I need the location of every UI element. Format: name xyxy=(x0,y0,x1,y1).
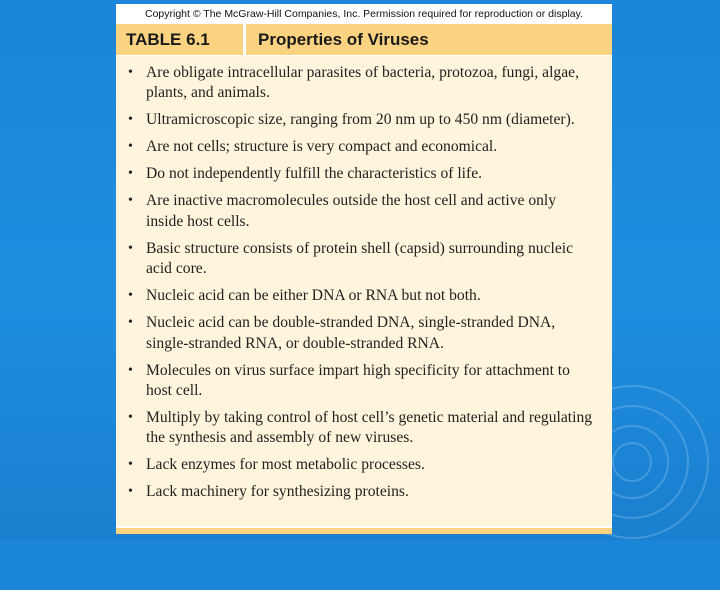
copyright-notice: Copyright © The McGraw-Hill Companies, Inc. Permission required for reproduction or display. xyxy=(116,4,612,24)
list-item-text: Molecules on virus surface impart high specificity for attachment to host cell. xyxy=(146,361,570,400)
bullet-icon: • xyxy=(128,315,133,331)
list-item xyxy=(126,63,596,104)
table-title: Properties of Viruses xyxy=(258,30,429,49)
list-item-text: Are not cells; structure is very compact and economical. xyxy=(146,138,498,156)
bullet-icon: • xyxy=(128,139,133,155)
list-item xyxy=(126,110,596,130)
bullet-icon: • xyxy=(128,166,133,182)
table-bottom-rule xyxy=(116,528,612,534)
list-item xyxy=(126,482,596,502)
list-item-text: Multiply by taking control of host cell’s genetic material and regulating the synthesis and assembly of new viruses. xyxy=(146,409,593,447)
list-item-text: Lack enzymes for most metabolic processes. xyxy=(146,456,425,474)
table-number-label: TABLE 6.1 xyxy=(116,24,246,55)
bullet-icon: • xyxy=(128,240,133,256)
list-item xyxy=(126,455,596,475)
table-header xyxy=(116,24,612,55)
list-item-text: Are obligate intracellular parasites of bacteria, protozoa, fungi, algae, plants, and animals. xyxy=(146,64,579,102)
list-item-text: Nucleic acid can be double-stranded DNA, single-stranded DNA, single-stranded RNA, or double-stranded RNA. xyxy=(146,314,556,352)
list-item-text: Nucleic acid can be either DNA or RNA but not both. xyxy=(146,287,481,305)
bullet-icon: • xyxy=(128,65,133,80)
bullet-icon: • xyxy=(128,484,133,500)
list-item xyxy=(126,361,596,402)
table-body xyxy=(116,56,612,526)
list-item-text: Are inactive macromolecules outside the host cell and active only inside host cells. xyxy=(146,192,557,230)
bullet-icon: • xyxy=(128,193,133,209)
bullet-icon: • xyxy=(128,288,133,304)
bullet-icon: • xyxy=(128,362,133,378)
list-item xyxy=(126,191,596,232)
list-item-text: Basic structure consists of protein shell (capsid) surrounding nucleic acid core. xyxy=(146,239,573,278)
list-item xyxy=(126,239,596,280)
properties-list xyxy=(126,63,596,503)
bullet-icon: • xyxy=(128,112,133,128)
list-item xyxy=(126,408,596,449)
list-item xyxy=(126,313,596,354)
list-item-text: Do not independently fulfill the characteristics of life. xyxy=(146,165,483,183)
table-figure xyxy=(116,4,612,534)
list-item-text: Ultramicroscopic size, ranging from 20 nm up to 450 nm (diameter). xyxy=(146,111,575,129)
list-item-text: Lack machinery for synthesizing proteins. xyxy=(146,483,409,501)
list-item xyxy=(126,286,596,306)
list-item xyxy=(126,164,596,184)
list-item xyxy=(126,137,596,157)
bullet-icon: • xyxy=(128,410,133,426)
bullet-icon: • xyxy=(128,457,133,473)
